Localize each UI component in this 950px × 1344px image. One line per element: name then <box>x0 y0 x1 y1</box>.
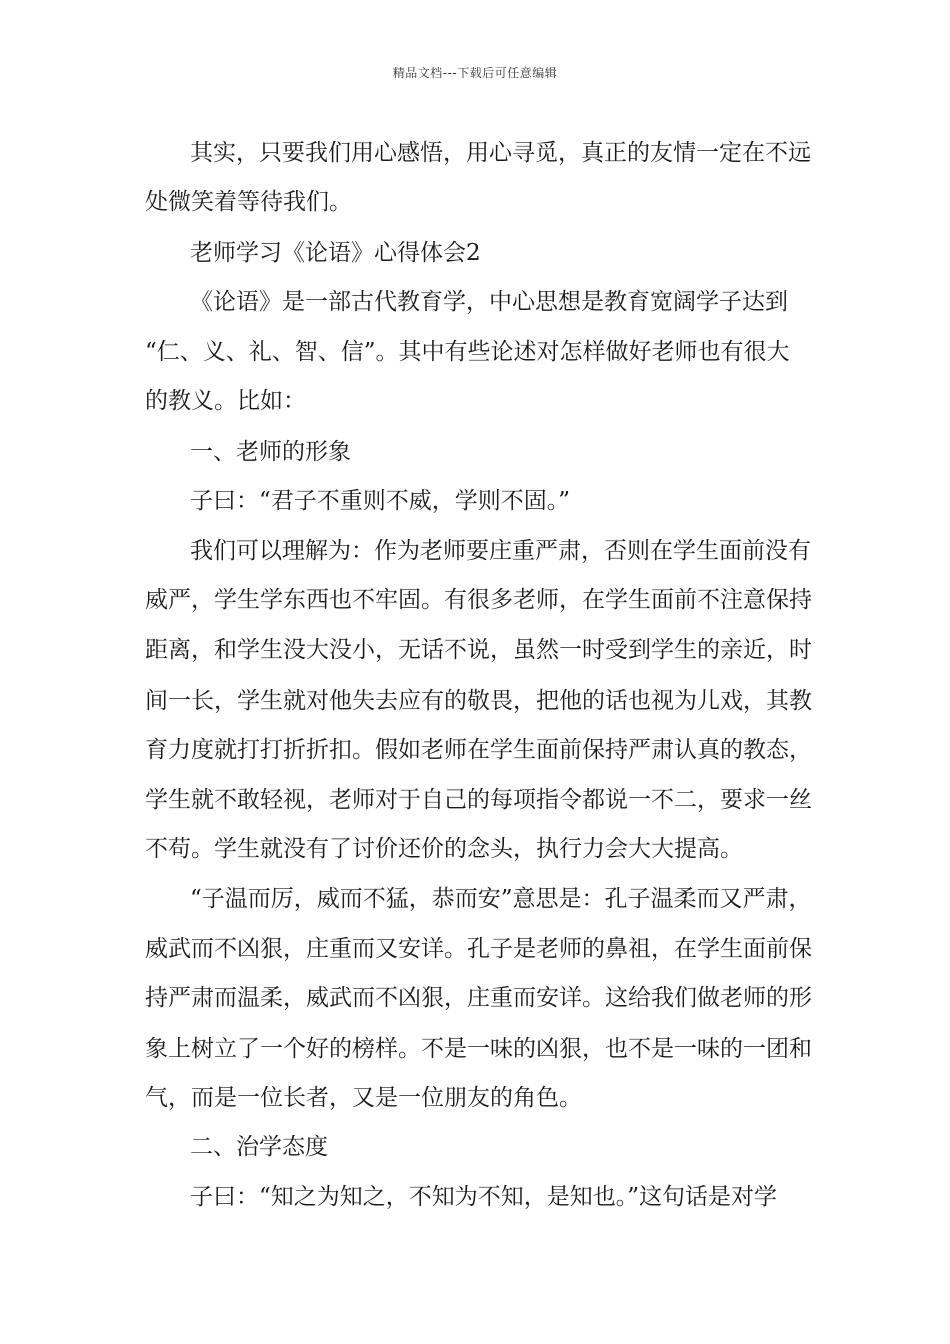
quote-line: 子曰：“君子不重则不威，学则不固。” <box>190 488 571 514</box>
paragraph-line: 我们可以理解为：作为老师要庄重严肃，否则在学生面前没有 <box>190 538 811 564</box>
paragraph-line: 处微笑着等待我们。 <box>145 189 352 215</box>
paragraph-line: 其实，只要我们用心感悟，用心寻觅，真正的友情一定在不远 <box>190 140 811 166</box>
paragraph-line: 的教义。比如： <box>145 388 306 414</box>
paragraph-line: 子曰：“知之为知之，不知为不知，是知也。”这句话是对学 <box>190 1184 778 1210</box>
paragraph-line: “子温而厉，威而不猛，恭而安”意思是：孔子温柔而又严肃， <box>190 886 812 912</box>
paragraph-line: 间一长，学生就对他失去应有的敬畏，把他的话也视为儿戏，其教 <box>145 688 812 714</box>
page-header: 精品文档---下载后可任意编辑 <box>392 66 558 80</box>
paragraph-line: 威严，学生学东西也不牢固。有很多老师，在学生面前不注意保持 <box>145 587 812 613</box>
paragraph-line: 学生就不敢轻视，老师对于自己的每项指令都说一不二，要求一丝 <box>145 787 812 813</box>
paragraph-line: 育力度就打打折折扣。假如老师在学生面前保持严肃认真的教态， <box>145 737 812 763</box>
paragraph-line: 气，而是一位长者，又是一位朋友的角色。 <box>145 1085 582 1111</box>
section-heading: 老师学习《论语》心得体会2 <box>190 240 481 266</box>
paragraph-line: 象上树立了一个好的榜样。不是一味的凶狠，也不是一味的一团和 <box>145 1036 812 1062</box>
paragraph-line: 持严肃而温柔，威武而不凶狠，庄重而安详。这给我们做老师的形 <box>145 985 812 1011</box>
subsection-heading: 二、治学态度 <box>190 1134 328 1160</box>
paragraph-line: 距离，和学生没大没小，无话不说，虽然一时受到学生的亲近，时 <box>145 637 812 663</box>
subsection-heading: 一、老师的形象 <box>190 439 351 465</box>
paragraph-line: “仁、义、礼、智、信”。其中有些论述对怎样做好老师也有很大 <box>145 339 790 365</box>
paragraph-line: 《论语》是一部古代教育学，中心思想是教育宽阔学子达到 <box>190 289 788 315</box>
paragraph-line: 不苟。学生就没有了讨价还价的念头，执行力会大大提高。 <box>145 836 743 862</box>
paragraph-line: 威武而不凶狠，庄重而又安详。孔子是老师的鼻祖，在学生面前保 <box>145 936 812 962</box>
